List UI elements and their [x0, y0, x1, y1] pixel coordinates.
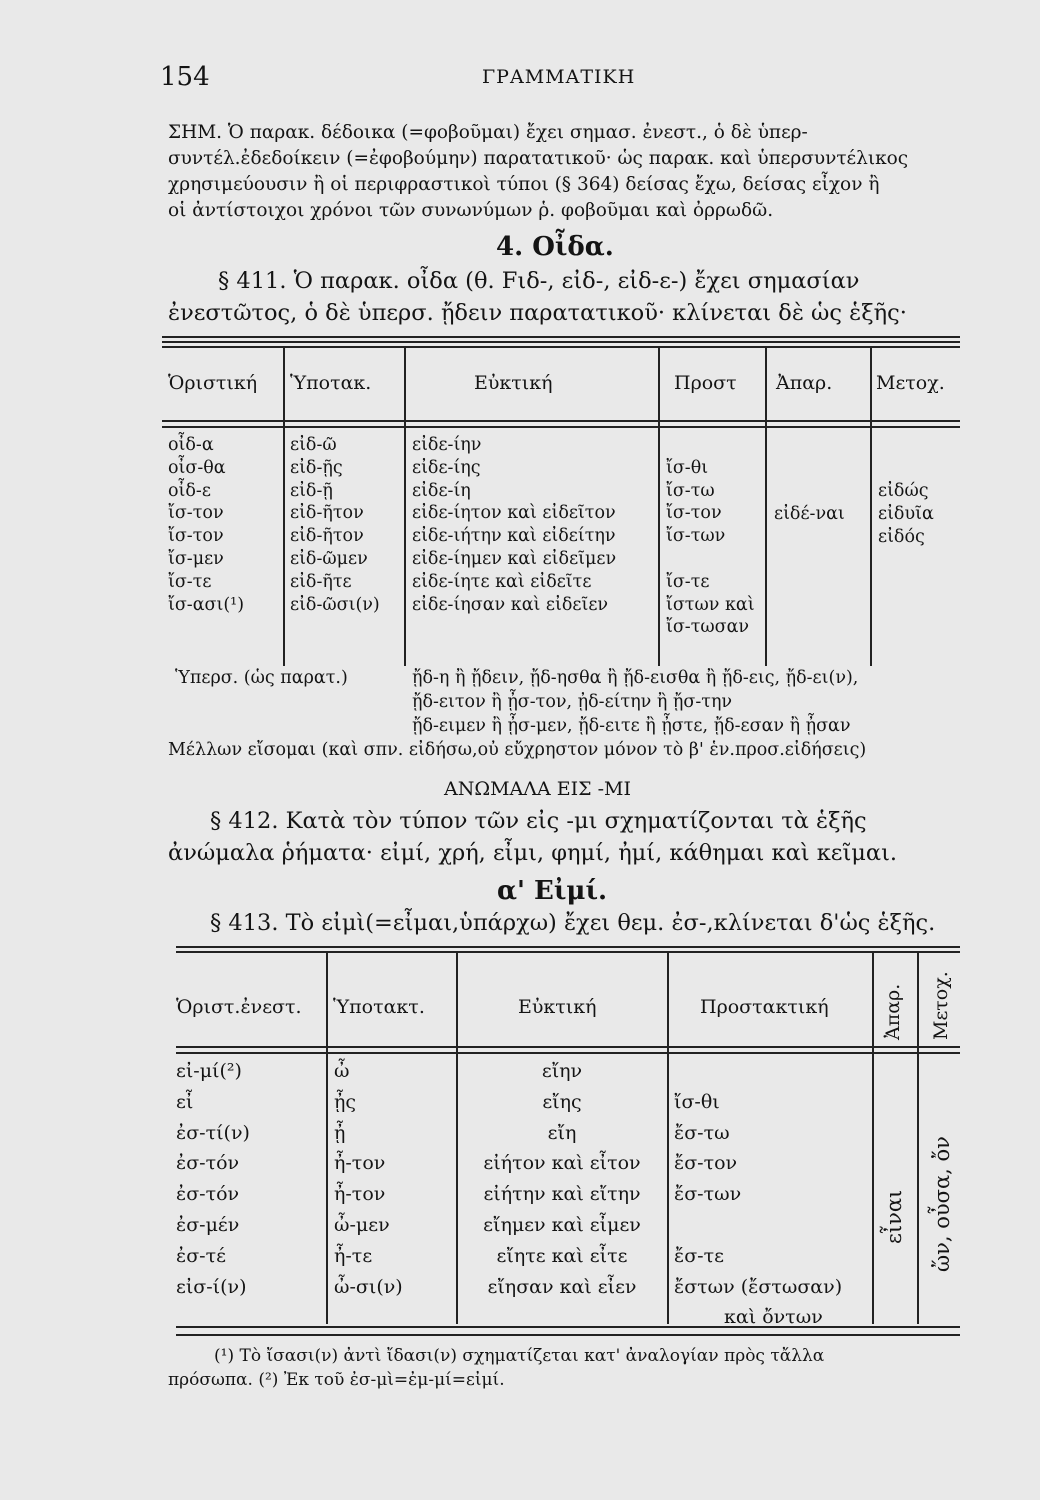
- section-heading: ΑΝΩΜΑΛΑ ΕΙΣ -ΜΙ: [444, 778, 631, 800]
- form-cell: εἴης: [542, 1090, 582, 1113]
- form-cell: εἰδ-ῇς: [290, 457, 343, 478]
- form-cell: εἰδ-ῆτε: [290, 571, 352, 592]
- form-cell: εἴητε καὶ εἶτε: [496, 1244, 628, 1267]
- column-header: Εὐκτική: [474, 372, 553, 394]
- form-cell: οἶσ-θα: [168, 457, 226, 478]
- form-cell: εἰδε-ίης: [412, 457, 481, 478]
- section-heading: 4. Οἶδα.: [496, 232, 614, 262]
- form-cell: ὦ: [334, 1060, 350, 1082]
- form-cell: ἐσ-τί(ν): [176, 1121, 250, 1144]
- form-cell: ἐσ-τέ: [176, 1244, 226, 1267]
- form-cell: οἶδ-α: [168, 435, 214, 455]
- form-cell: εἰήτον καὶ εἶτον: [483, 1152, 641, 1175]
- column-header: Ὑποτακτ.: [333, 996, 425, 1018]
- form-cell: εἰήτην καὶ εἴτην: [483, 1183, 641, 1206]
- form-cell: ἔσ-των: [674, 1183, 742, 1206]
- note-line: οἱ ἀντίστοιχοι χρόνοι τῶν συνωνύμων ῥ. φοβοῦμαι καὶ ὀρρωδῶ.: [168, 200, 774, 221]
- form-cell: ἔσ-τω: [674, 1121, 730, 1144]
- form-cell: ἦ-τον: [334, 1183, 386, 1206]
- form-cell: ἐσ-τόν: [176, 1152, 240, 1175]
- column-header: Εὐκτική: [518, 996, 597, 1018]
- form-cell: ὦ-σι(ν): [334, 1275, 403, 1298]
- form-cell: εἰδε-ίημεν καὶ εἰδεῖμεν: [412, 548, 617, 569]
- form-cell: εἰδώς: [878, 481, 929, 501]
- form-cell: ἔσ-τον: [674, 1152, 738, 1175]
- future-line: Μέλλων εἴσομαι (καὶ σπν. εἰδήσω,οὐ εὔχρηστον μόνον τὸ β' ἑν.προσ.εἰδήσεις): [168, 740, 867, 760]
- form-cell: ὦ-μεν: [334, 1213, 390, 1236]
- form-cell: εἰδ-ῶ: [290, 435, 337, 455]
- pluperfect-label: Ὑπερσ. (ὡς παρατ.): [175, 668, 348, 688]
- column-header: Ἀπαρ.: [776, 372, 833, 394]
- infinitive-cell: εἶναι: [882, 1189, 906, 1244]
- column-ypotaktiki: [290, 434, 380, 616]
- form-cell: ἔσ-τε: [674, 1244, 724, 1267]
- form-cell: ᾖ: [334, 1121, 346, 1144]
- form-cell: ᾖς: [334, 1090, 357, 1113]
- footnote-line: (¹) Τὸ ἴσασι(ν) ἀντὶ ἴδασι(ν) σχηματίζεται κατ' ἀναλογίαν πρὸς τἄλλα: [214, 1346, 825, 1366]
- column-header: Προστακτική: [700, 996, 829, 1018]
- paragraph-line: § 411. Ὁ παρακ. οἶδα (θ. Fιδ-, εἰδ-, εἰδ-ε-) ἔχει σημασίαν: [218, 268, 860, 294]
- column-oristiki: [168, 434, 244, 616]
- form-cell: ἴσ-των: [666, 526, 726, 547]
- form-cell: [674, 1210, 842, 1241]
- form-cell: εἰδ-ῆτον: [290, 503, 364, 524]
- pluperfect-line: ᾔδ-ειτον ἢ ᾖσ-τον, ᾐδ-είτην ἢ ᾔσ-την: [412, 692, 733, 712]
- form-cell: εἰδ-ῆτον: [290, 526, 364, 547]
- form-cell: καὶ ὄντων: [724, 1306, 823, 1329]
- form-cell: εἰδε-ίησαν καὶ εἰδεῖεν: [412, 594, 609, 615]
- column-prostaktiki: [666, 434, 755, 639]
- form-cell: ἔστων (ἔστωσαν): [674, 1275, 843, 1298]
- form-cell: εἴην: [541, 1060, 583, 1082]
- column-header: Ὁριστ.ἐνεστ.: [176, 996, 302, 1018]
- footnote-line: πρόσωπα. (²) Ἐκ τοῦ ἐσ-μὶ=ἐμ-μί=εἰμί.: [168, 1370, 505, 1390]
- form-cell: εἰδ-ῇ: [290, 480, 333, 501]
- form-cell: ἐσ-μέν: [176, 1213, 240, 1236]
- form-cell: ἴσ-τε: [168, 571, 212, 592]
- form-cell: εἶ: [176, 1090, 194, 1113]
- paragraph-line: § 412. Κατὰ τὸν τύπον τῶν εἰς -μι σχηματίζονται τὰ ἑξῆς: [210, 808, 867, 834]
- column-oristiki: [176, 1056, 250, 1302]
- form-cell: ἴστων καὶ: [666, 594, 755, 615]
- paragraph-line: ἐνεστῶτος, ὁ δὲ ὑπερσ. ᾔδειν παρατατικοῦ· κλίνεται δὲ ὡς ἑξῆς·: [168, 300, 907, 326]
- paragraph-line: ἀνώμαλα ῥήματα· εἰμί, χρή, εἶμι, φημί, ἠμί, κάθημαι καὶ κεῖμαι.: [168, 840, 898, 866]
- form-cell: [666, 434, 755, 457]
- form-cell: ἴσ-τωσαν: [666, 617, 750, 638]
- form-cell: εἰδός: [878, 526, 925, 547]
- form-cell: ἴσ-ασι(¹): [168, 594, 245, 615]
- form-cell: εἰδε-ίην: [412, 435, 482, 455]
- form-cell: ἴσ-τον: [666, 503, 722, 524]
- pluperfect-line: ᾔδ-ειμεν ἢ ᾖσ-μεν, ᾔδ-ειτε ἢ ᾖστε, ᾔδ-εσαν ἢ ᾖσαν: [412, 716, 851, 736]
- form-cell: εἴη: [547, 1121, 577, 1144]
- form-cell: ἴσ-τον: [168, 526, 224, 547]
- form-cell: εἰδ-ῶμεν: [290, 548, 368, 569]
- form-cell: ἴσ-τε: [666, 571, 710, 592]
- running-title: ΓΡΑΜΜΑΤΙΚΗ: [482, 66, 636, 88]
- page-number: 154: [160, 62, 210, 92]
- form-cell: εἰδυῖα: [878, 503, 934, 524]
- form-cell: εἰδε-ίητε καὶ εἰδεῖτε: [412, 571, 592, 592]
- form-cell: ἐσ-τόν: [176, 1183, 240, 1206]
- note-line: ΣΗΜ. Ὁ παρακ. δέδοικα (=φοβοῦμαι) ἔχει σημασ. ἐνεστ., ὁ δὲ ὑπερ-: [168, 122, 808, 143]
- note-line: χρησιμεύουσιν ἢ οἱ περιφραστικοὶ τύποι (§ 364) δείσας ἔχω, δείσας εἶχον ἢ: [168, 174, 880, 195]
- column-header: Ἀπαρ.: [882, 983, 904, 1040]
- form-cell: εἴημεν καὶ εἶμεν: [483, 1213, 641, 1236]
- paragraph-line: § 413. Τὸ εἰμὶ(=εἶμαι,ὑπάρχω) ἔχει θεμ. ἐσ-,κλίνεται δ'ὡς ἑξῆς.: [210, 910, 936, 936]
- column-header: Ὑποτακ.: [290, 372, 372, 394]
- column-header: Προστ: [674, 372, 737, 394]
- participle-cell: ὤν, οὖσα, ὄν: [930, 1136, 954, 1272]
- form-cell: εἰ-μί(²): [176, 1060, 242, 1082]
- form-cell: εἰδε-ίητον καὶ εἰδεῖτον: [412, 503, 616, 524]
- form-cell: ἦ-τον: [334, 1152, 386, 1175]
- form-cell: οἶδ-ε: [168, 480, 211, 501]
- form-cell: ἦ-τε: [334, 1244, 373, 1267]
- column-prostaktiki: [674, 1056, 842, 1333]
- form-cell: ἴσ-θι: [674, 1090, 720, 1113]
- form-cell: [666, 548, 755, 571]
- infinitive-cell: εἰδέ-ναι: [774, 504, 845, 524]
- form-cell: εἴησαν καὶ εἶεν: [487, 1275, 637, 1298]
- column-header: Ὁριστική: [168, 372, 258, 394]
- section-heading: α' Εἰμί.: [497, 876, 608, 906]
- form-cell: ἴσ-μεν: [168, 548, 224, 569]
- column-metochi: [878, 480, 934, 548]
- form-cell: ἴσ-τον: [168, 503, 224, 524]
- form-cell: εἰδε-ίη: [412, 480, 471, 501]
- form-cell: εἰσ-ί(ν): [176, 1275, 247, 1298]
- column-euktiki: [464, 1056, 660, 1302]
- form-cell: [674, 1056, 842, 1087]
- column-header: Μετοχ.: [930, 971, 952, 1040]
- column-euktiki: [412, 434, 616, 616]
- form-cell: ἴσ-θι: [666, 457, 709, 478]
- form-cell: ἴσ-τω: [666, 480, 715, 501]
- note-line: συντέλ.ἐδεδοίκειν (=ἐφοβούμην) παρατατικοῦ· ὡς παρακ. καὶ ὑπερσυντέλικος: [168, 148, 909, 169]
- pluperfect-line: ᾔδ-η ἢ ᾔδειν, ᾔδ-ησθα ἢ ᾔδ-εισθα ἢ ᾔδ-εις, ᾔδ-ει(ν),: [412, 668, 859, 688]
- form-cell: εἰδ-ῶσι(ν): [290, 594, 380, 615]
- column-ypotaktiki: [334, 1056, 403, 1302]
- column-header: Μετοχ.: [876, 372, 945, 394]
- form-cell: εἰδε-ιήτην καὶ εἰδείτην: [412, 526, 616, 547]
